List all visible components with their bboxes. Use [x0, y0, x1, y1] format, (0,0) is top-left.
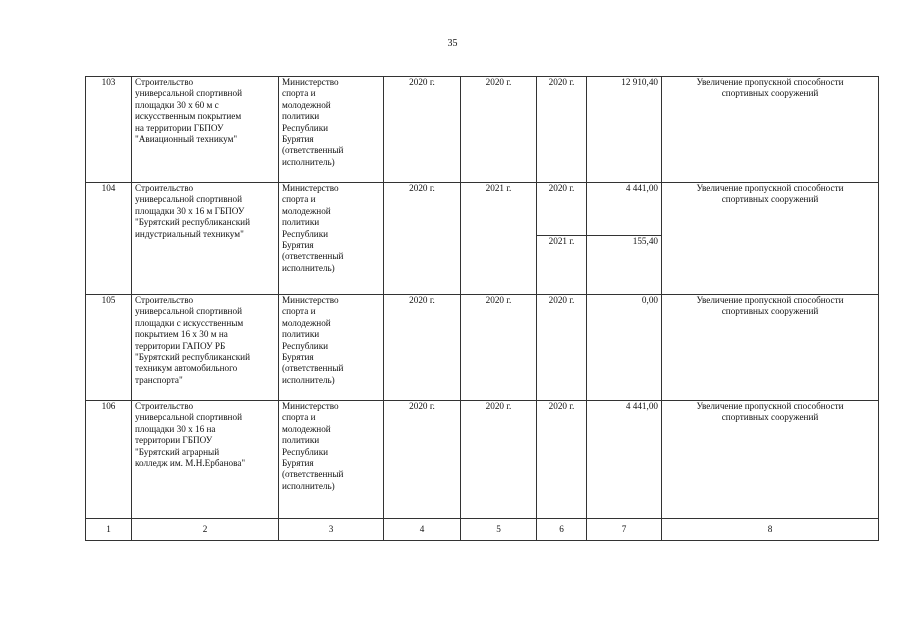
table-row [86, 295, 879, 401]
column-numbering-row [86, 519, 879, 541]
column-number: 6 [537, 519, 587, 541]
column-number: 7 [587, 519, 662, 541]
row-number: 105 [86, 295, 132, 401]
start-year: 2020 г. [384, 295, 461, 401]
funding-amount: 12 910,40 [587, 77, 662, 183]
funding-year: 2020 г. [537, 77, 587, 183]
expected-result: Увеличение пропускной способности спортивных сооружений [696, 183, 844, 205]
executor: Министерство спорта и молодежной политики Республики Бурятия (ответственный исполнитель) [282, 295, 344, 385]
column-number: 8 [662, 519, 879, 541]
row-number: 103 [86, 77, 132, 183]
row-number: 106 [86, 401, 132, 519]
funding-year: 2020 г. [537, 295, 587, 401]
event-name: Строительство универсальной спортивной площадки 30 х 16 на территории ГБПОУ "Бурятский аграрный колледж им. М.Н.Ербанова" [135, 401, 246, 469]
end-year: 2020 г. [461, 295, 537, 401]
start-year: 2020 г. [384, 183, 461, 295]
column-number: 3 [279, 519, 384, 541]
funding-amount: 4 441,00 [587, 401, 662, 519]
funding-year: 2020 г. [537, 183, 587, 236]
start-year: 2020 г. [384, 77, 461, 183]
event-name: Строительство универсальной спортивной площадки 30 х 16 м ГБПОУ "Бурятский республиканский индустриальный техникум" [135, 183, 251, 239]
funding-year: 2021 г. [537, 236, 587, 295]
column-number: 2 [132, 519, 279, 541]
column-number: 4 [384, 519, 461, 541]
funding-amount: 4 441,00 [587, 183, 662, 236]
table-row [86, 183, 879, 236]
funding-amount: 0,00 [587, 295, 662, 401]
end-year: 2021 г. [461, 183, 537, 295]
expected-result: Увеличение пропускной способности спортивных сооружений [696, 77, 844, 99]
start-year: 2020 г. [384, 401, 461, 519]
executor: Министерство спорта и молодежной политики Республики Бурятия (ответственный исполнитель) [282, 77, 344, 167]
end-year: 2020 г. [461, 77, 537, 183]
page-number: 35 [447, 38, 458, 49]
funding-year: 2020 г. [537, 401, 587, 519]
funding-amount: 155,40 [587, 236, 662, 295]
expected-result: Увеличение пропускной способности спортивных сооружений [696, 295, 844, 317]
table-row [86, 401, 879, 519]
expected-result: Увеличение пропускной способности спортивных сооружений [696, 401, 844, 423]
column-number: 1 [86, 519, 132, 541]
event-name: Строительство универсальной спортивной площадки с искусственным покрытием 16 х 30 м на территории ГАПОУ РБ "Бурятский республиканский техникум автомобильного транспорта" [135, 295, 251, 385]
program-table [85, 76, 879, 541]
executor: Министерство спорта и молодежной политики Республики Бурятия (ответственный исполнитель) [282, 183, 344, 273]
event-name: Строительство универсальной спортивной площадки 30 х 60 м с искусственным покрытием на территории ГБПОУ "Авиационный техникум" [135, 77, 242, 145]
end-year: 2020 г. [461, 401, 537, 519]
table-row [86, 77, 879, 183]
column-number: 5 [461, 519, 537, 541]
executor: Министерство спорта и молодежной политики Республики Бурятия (ответственный исполнитель) [282, 401, 344, 491]
row-number: 104 [86, 183, 132, 295]
